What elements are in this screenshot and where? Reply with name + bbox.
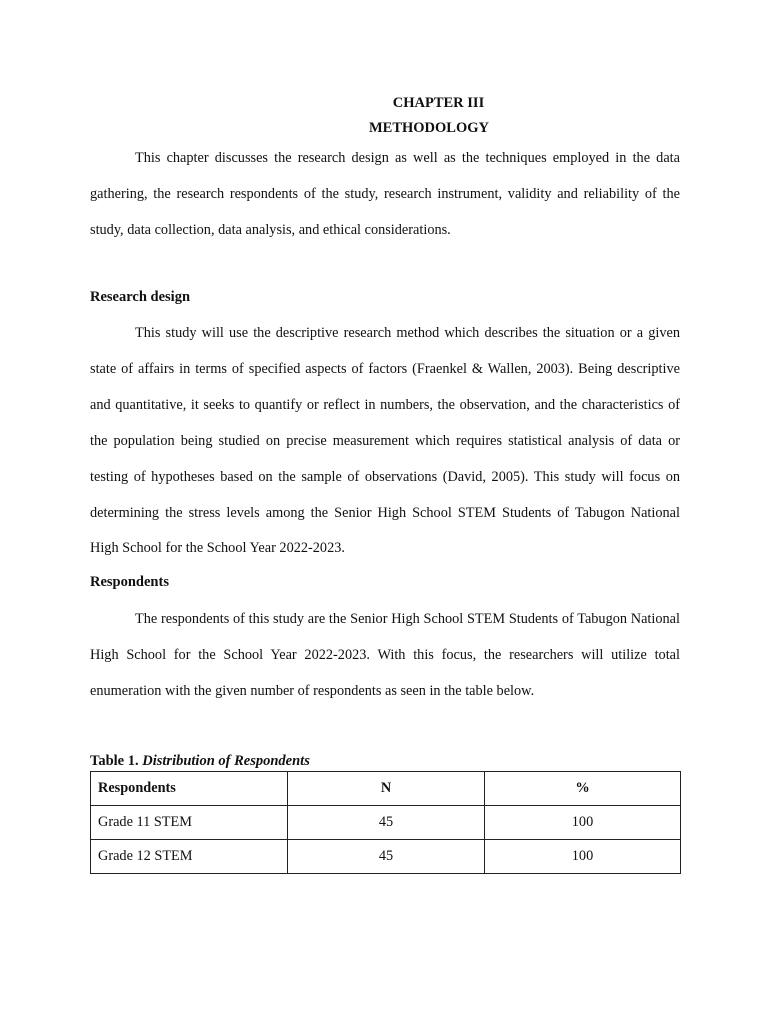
table-caption (90, 753, 310, 770)
research-design-heading: Research design (90, 289, 191, 305)
table-cell-n: 45 (288, 806, 485, 840)
table-cell-respondents: Grade 12 STEM (91, 840, 288, 874)
table-header-row (91, 772, 681, 806)
table-header-respondents: Respondents (91, 772, 288, 806)
table-cell-percent: 100 (485, 806, 681, 840)
chapter-heading: CHAPTER III (392, 95, 485, 111)
table-row (91, 840, 681, 874)
chapter-title: METHODOLOGY (368, 120, 490, 136)
respondents-heading: Respondents (90, 574, 169, 590)
table-caption-label: Table 1. (90, 753, 139, 769)
table-cell-percent: 100 (485, 840, 681, 874)
intro-paragraph: This chapter discusses the research design as well as the techniques employed in the data gathering, the research respondents of the study, research instrument, validity and reliability of the study, data collection, data analysis, and ethical considerations. (90, 150, 680, 238)
table-caption-title: Distribution of Respondents (142, 753, 310, 769)
table-cell-respondents: Grade 11 STEM (91, 806, 288, 840)
table-cell-n: 45 (288, 840, 485, 874)
respondents-table (90, 771, 681, 874)
research-design-paragraph: This study will use the descriptive research method which describes the situation or a given state of affairs in terms of specified aspects of factors (Fraenkel & Wallen, 2003). Being descriptive and quantitative, it seeks to quantify or reflect in numbers, the observation, and the characteristics of the population being studied on precise measurement which requires statistical analysis of data or testing of hypotheses based on the sample of observations (David, 2005). This study will focus on determining the stress levels among the Senior High School STEM Students of Tabugon National High School for the School Year 2022-2023. (90, 325, 680, 557)
table-header-percent: % (485, 772, 681, 806)
respondents-paragraph: The respondents of this study are the Senior High School STEM Students of Tabugon National High School for the School Year 2022-2023. With this focus, the researchers will utilize total enumeration with the given number of respondents as seen in the table below. (90, 611, 680, 699)
table-header-n: N (288, 772, 485, 806)
table-row (91, 806, 681, 840)
